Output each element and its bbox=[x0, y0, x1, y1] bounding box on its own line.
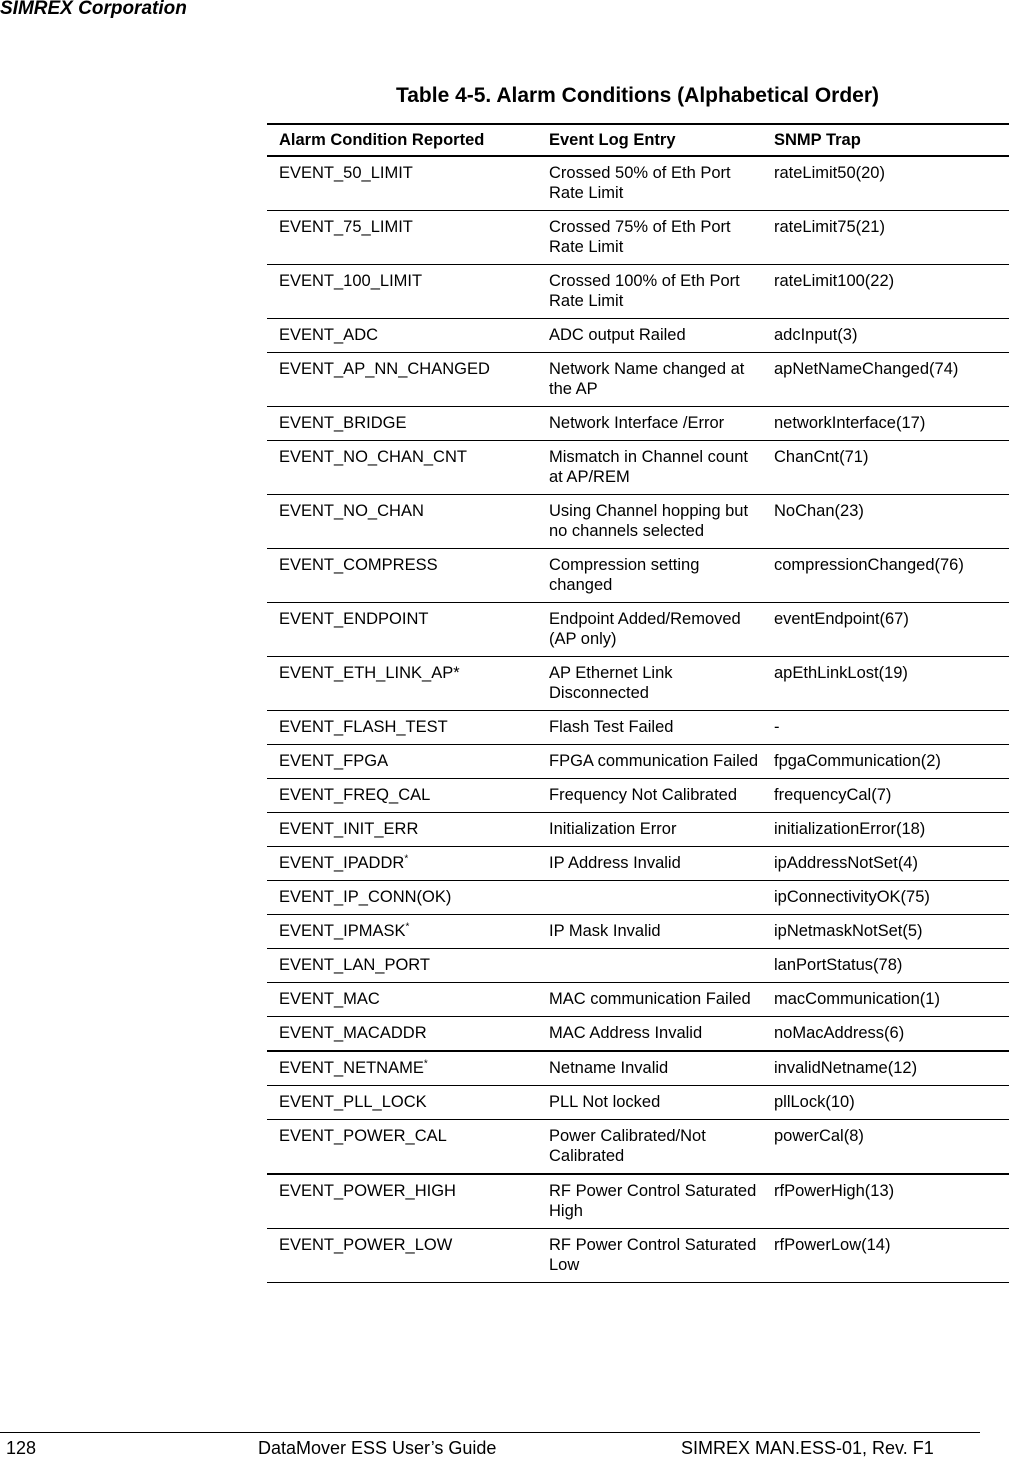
event-log-entry-cell bbox=[537, 881, 762, 915]
alarm-condition-text: EVENT_INIT_ERR bbox=[279, 820, 419, 838]
event-log-entry-cell: ADC output Railed bbox=[537, 319, 762, 353]
snmp-trap-cell: apNetNameChanged(74) bbox=[762, 353, 1009, 407]
alarm-condition-cell bbox=[267, 711, 537, 745]
alarm-condition-text: EVENT_COMPRESS bbox=[279, 556, 438, 574]
table-row bbox=[267, 1120, 1009, 1175]
alarm-condition-text: EVENT_POWER_HIGH bbox=[279, 1182, 456, 1200]
table-row bbox=[267, 353, 1009, 407]
event-log-entry-cell: RF Power Control Saturated High bbox=[537, 1174, 762, 1229]
page-number: 128 bbox=[6, 1438, 37, 1458]
table-row bbox=[267, 319, 1009, 353]
alarm-condition-text: EVENT_LAN_PORT bbox=[279, 956, 430, 974]
event-log-entry-cell: PLL Not locked bbox=[537, 1086, 762, 1120]
snmp-trap-cell: lanPortStatus(78) bbox=[762, 949, 1009, 983]
snmp-trap-cell: NoChan(23) bbox=[762, 495, 1009, 549]
alarm-condition-text: EVENT_BRIDGE bbox=[279, 414, 407, 432]
alarm-condition-cell bbox=[267, 1017, 537, 1052]
alarm-condition-cell bbox=[267, 983, 537, 1017]
table-row bbox=[267, 711, 1009, 745]
event-log-entry-cell: Flash Test Failed bbox=[537, 711, 762, 745]
event-log-entry-cell: Crossed 75% of Eth Port Rate Limit bbox=[537, 211, 762, 265]
alarm-condition-text: EVENT_IPMASK bbox=[279, 922, 406, 940]
column-header-snmp-trap: SNMP Trap bbox=[762, 124, 1009, 156]
alarm-condition-cell bbox=[267, 156, 537, 211]
snmp-trap-cell: rateLimit50(20) bbox=[762, 156, 1009, 211]
company-header: SIMREX Corporation bbox=[0, 0, 187, 19]
event-log-entry-cell: Frequency Not Calibrated bbox=[537, 779, 762, 813]
snmp-trap-cell: fpgaCommunication(2) bbox=[762, 745, 1009, 779]
event-log-entry-cell: MAC Address Invalid bbox=[537, 1017, 762, 1052]
event-log-entry-cell: Netname Invalid bbox=[537, 1051, 762, 1086]
alarm-condition-text: EVENT_PLL_LOCK bbox=[279, 1093, 427, 1111]
alarm-condition-text: EVENT_IPADDR bbox=[279, 854, 405, 872]
table-caption: Table 4-5. Alarm Conditions (Alphabetical Order) bbox=[395, 84, 880, 107]
table-row bbox=[267, 915, 1009, 949]
snmp-trap-cell: compressionChanged(76) bbox=[762, 549, 1009, 603]
snmp-trap-cell: initializationError(18) bbox=[762, 813, 1009, 847]
footnote-marker: * bbox=[404, 853, 409, 865]
alarm-condition-text: EVENT_POWER_LOW bbox=[279, 1236, 453, 1254]
alarm-condition-cell bbox=[267, 549, 537, 603]
alarm-condition-cell bbox=[267, 881, 537, 915]
event-log-entry-cell: IP Mask Invalid bbox=[537, 915, 762, 949]
snmp-trap-cell: rfPowerHigh(13) bbox=[762, 1174, 1009, 1229]
alarm-condition-cell bbox=[267, 211, 537, 265]
snmp-trap-cell: rateLimit100(22) bbox=[762, 265, 1009, 319]
alarm-condition-text: EVENT_100_LIMIT bbox=[279, 272, 423, 290]
table-row bbox=[267, 1051, 1009, 1086]
table-row bbox=[267, 549, 1009, 603]
snmp-trap-cell: noMacAddress(6) bbox=[762, 1017, 1009, 1052]
event-log-entry-cell: RF Power Control Saturated Low bbox=[537, 1229, 762, 1283]
alarm-condition-text: EVENT_ENDPOINT bbox=[279, 610, 429, 628]
footer-doc-revision: SIMREX MAN.ESS-01, Rev. F1 bbox=[681, 1438, 934, 1458]
alarm-condition-text: EVENT_FREQ_CAL bbox=[279, 786, 431, 804]
table-row bbox=[267, 156, 1009, 211]
alarm-condition-cell bbox=[267, 441, 537, 495]
event-log-entry-cell: Network Interface /Error bbox=[537, 407, 762, 441]
snmp-trap-cell: apEthLinkLost(19) bbox=[762, 657, 1009, 711]
alarm-condition-cell bbox=[267, 495, 537, 549]
alarm-condition-text: EVENT_NO_CHAN_CNT bbox=[279, 448, 467, 466]
table-row bbox=[267, 1174, 1009, 1229]
event-log-entry-cell: Power Calibrated/Not Calibrated bbox=[537, 1120, 762, 1175]
event-log-entry-cell: Network Name changed at the AP bbox=[537, 353, 762, 407]
alarm-conditions-table bbox=[267, 123, 1009, 1283]
event-log-entry-cell: Mismatch in Channel count at AP/REM bbox=[537, 441, 762, 495]
alarm-condition-text: EVENT_NO_CHAN bbox=[279, 502, 424, 520]
table-row bbox=[267, 407, 1009, 441]
table-row bbox=[267, 603, 1009, 657]
column-header-event-log: Event Log Entry bbox=[537, 124, 762, 156]
alarm-condition-cell bbox=[267, 915, 537, 949]
alarm-condition-text: EVENT_MACADDR bbox=[279, 1024, 427, 1042]
alarm-condition-cell bbox=[267, 657, 537, 711]
alarm-condition-text: EVENT_FPGA bbox=[279, 752, 389, 770]
table-row bbox=[267, 779, 1009, 813]
snmp-trap-cell: rfPowerLow(14) bbox=[762, 1229, 1009, 1283]
alarm-condition-cell bbox=[267, 319, 537, 353]
alarm-condition-text: EVENT_MAC bbox=[279, 990, 380, 1008]
event-log-entry-cell: Initialization Error bbox=[537, 813, 762, 847]
snmp-trap-cell: eventEndpoint(67) bbox=[762, 603, 1009, 657]
alarm-condition-text: EVENT_AP_NN_CHANGED bbox=[279, 360, 490, 378]
table-row bbox=[267, 1017, 1009, 1052]
event-log-entry-cell: Compression setting changed bbox=[537, 549, 762, 603]
table-row bbox=[267, 495, 1009, 549]
event-log-entry-cell: Using Channel hopping but no channels selected bbox=[537, 495, 762, 549]
footnote-marker: * bbox=[405, 921, 410, 933]
alarm-condition-text: EVENT_IP_CONN(OK) bbox=[279, 888, 452, 906]
alarm-condition-cell bbox=[267, 407, 537, 441]
event-log-entry-cell: Crossed 50% of Eth Port Rate Limit bbox=[537, 156, 762, 211]
table-row bbox=[267, 1229, 1009, 1283]
alarm-condition-cell bbox=[267, 745, 537, 779]
alarm-condition-cell bbox=[267, 1174, 537, 1229]
footer-rule bbox=[0, 1432, 980, 1433]
alarm-condition-text: EVENT_ETH_LINK_AP* bbox=[279, 664, 460, 682]
alarm-condition-text: EVENT_75_LIMIT bbox=[279, 218, 413, 236]
snmp-trap-cell: rateLimit75(21) bbox=[762, 211, 1009, 265]
table-row bbox=[267, 949, 1009, 983]
snmp-trap-cell: ipAddressNotSet(4) bbox=[762, 847, 1009, 881]
snmp-trap-cell: frequencyCal(7) bbox=[762, 779, 1009, 813]
table-row bbox=[267, 745, 1009, 779]
alarm-condition-cell bbox=[267, 949, 537, 983]
event-log-entry-cell: IP Address Invalid bbox=[537, 847, 762, 881]
alarm-condition-cell bbox=[267, 779, 537, 813]
snmp-trap-cell: invalidNetname(12) bbox=[762, 1051, 1009, 1086]
event-log-entry-cell: AP Ethernet Link Disconnected bbox=[537, 657, 762, 711]
table-body bbox=[267, 156, 1009, 1283]
snmp-trap-cell: ipConnectivityOK(75) bbox=[762, 881, 1009, 915]
alarm-condition-cell bbox=[267, 603, 537, 657]
table-row bbox=[267, 813, 1009, 847]
table-row bbox=[267, 657, 1009, 711]
snmp-trap-cell: macCommunication(1) bbox=[762, 983, 1009, 1017]
table-row bbox=[267, 983, 1009, 1017]
snmp-trap-cell: ChanCnt(71) bbox=[762, 441, 1009, 495]
snmp-trap-cell: adcInput(3) bbox=[762, 319, 1009, 353]
table-row bbox=[267, 441, 1009, 495]
column-header-condition: Alarm Condition Reported bbox=[267, 124, 537, 156]
event-log-entry-cell: Endpoint Added/Removed (AP only) bbox=[537, 603, 762, 657]
footer-guide-title: DataMover ESS User’s Guide bbox=[258, 1438, 497, 1458]
snmp-trap-cell: powerCal(8) bbox=[762, 1120, 1009, 1175]
event-log-entry-cell bbox=[537, 949, 762, 983]
alarm-condition-text: EVENT_50_LIMIT bbox=[279, 164, 413, 182]
alarm-condition-cell bbox=[267, 265, 537, 319]
table-row bbox=[267, 211, 1009, 265]
table-row bbox=[267, 881, 1009, 915]
table-row bbox=[267, 847, 1009, 881]
snmp-trap-cell: - bbox=[762, 711, 1009, 745]
alarm-condition-text: EVENT_ADC bbox=[279, 326, 379, 344]
alarm-condition-text: EVENT_NETNAME bbox=[279, 1059, 424, 1077]
alarm-condition-text: EVENT_POWER_CAL bbox=[279, 1127, 447, 1145]
event-log-entry-cell: Crossed 100% of Eth Port Rate Limit bbox=[537, 265, 762, 319]
alarm-condition-text: EVENT_FLASH_TEST bbox=[279, 718, 448, 736]
alarm-condition-cell bbox=[267, 1086, 537, 1120]
snmp-trap-cell: ipNetmaskNotSet(5) bbox=[762, 915, 1009, 949]
table-row bbox=[267, 1086, 1009, 1120]
table-row bbox=[267, 265, 1009, 319]
alarm-condition-cell bbox=[267, 353, 537, 407]
snmp-trap-cell: networkInterface(17) bbox=[762, 407, 1009, 441]
snmp-trap-cell: pllLock(10) bbox=[762, 1086, 1009, 1120]
alarm-condition-cell bbox=[267, 847, 537, 881]
event-log-entry-cell: FPGA communication Failed bbox=[537, 745, 762, 779]
table-header-row bbox=[267, 124, 1009, 156]
alarm-condition-cell bbox=[267, 1120, 537, 1175]
event-log-entry-cell: MAC communication Failed bbox=[537, 983, 762, 1017]
alarm-condition-cell bbox=[267, 813, 537, 847]
alarm-condition-cell bbox=[267, 1051, 537, 1086]
alarm-condition-cell bbox=[267, 1229, 537, 1283]
footnote-marker: * bbox=[423, 1058, 428, 1070]
